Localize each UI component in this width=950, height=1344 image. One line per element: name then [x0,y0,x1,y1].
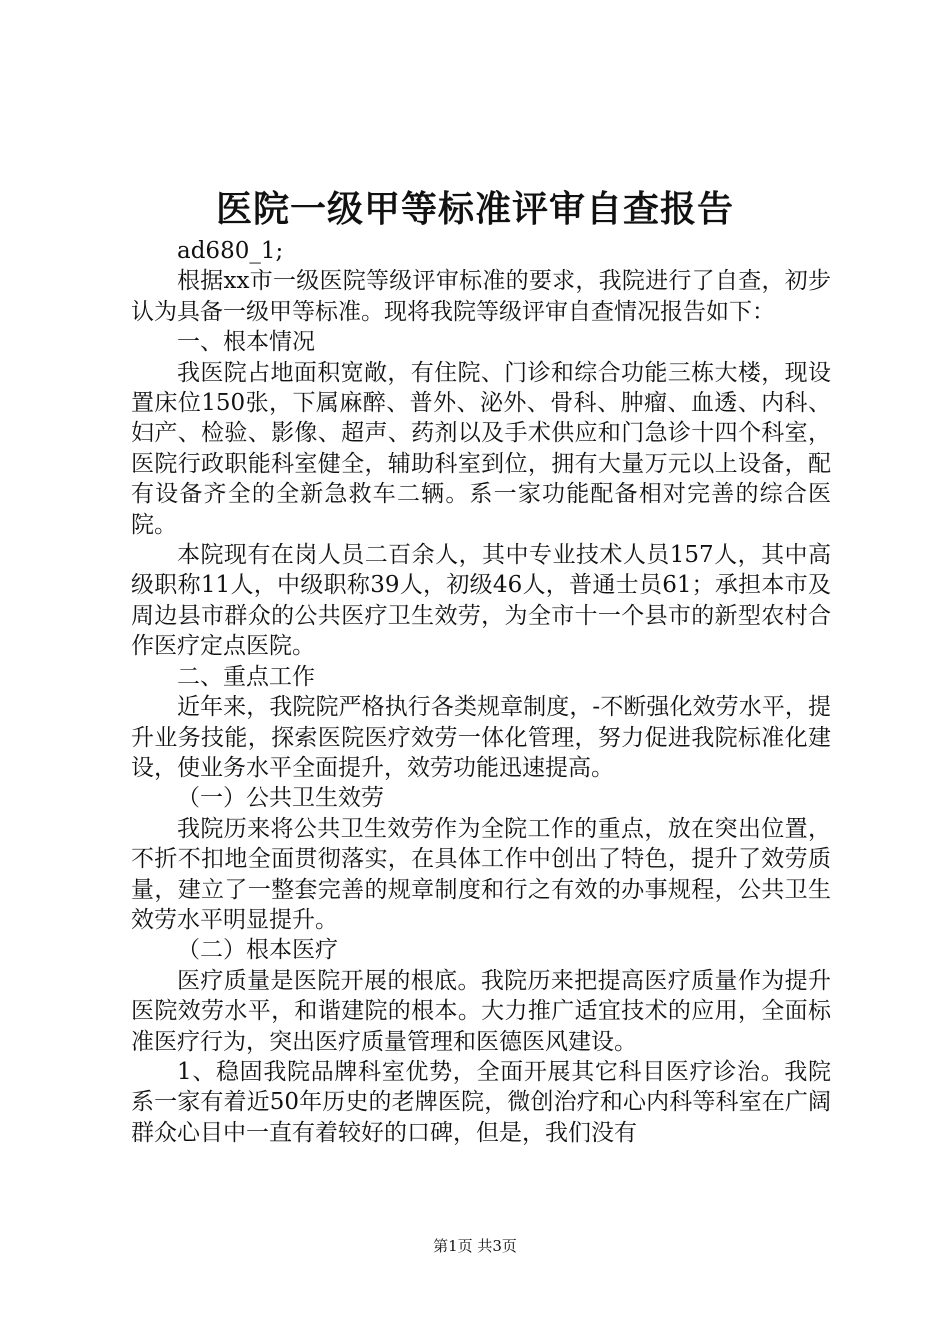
paragraph-brand-departments: 1、稳固我院品牌科室优势，全面开展其它科目医疗诊治。我院系一家有着近50年历史的老牌医院，微创治疗和心内科等科室在广阔群众心目中一直有着较好的口碑，但是，我们没有 [131,1058,831,1146]
subheading-public-health: （一）公共卫生效劳 [177,785,384,812]
paragraph-medical-quality: 医疗质量是医院开展的根底。我院历来把提高医疗质量作为提升医院效劳水平，和谐建院的根本。大力推广适宜技术的应用，全面标准医疗行为，突出医疗质量管理和医德医风建设。 [131,967,831,1055]
document-title: 医院一级甲等标准评审自查报告 [215,189,734,230]
paragraph-intro: 根据xx市一级医院等级评审标准的要求，我院进行了自查，初步认为具备一级甲等标准。现将我院等级评审自查情况报告如下： [131,268,831,325]
document-body [131,236,831,1148]
heading-basic-situation: 一、根本情况 [177,329,315,356]
paragraph-code: ad680_1; [177,238,284,264]
paragraph-public-health: 我院历来将公共卫生效劳作为全院工作的重点，放在突出位置，不折不扣地全面贯彻落实，在具体工作中创出了特色，提升了效劳质量，建立了一整套完善的规章制度和行之有效的办事规程，公共卫生效劳水平明显提升。 [131,815,831,933]
paragraph-staff: 本院现有在岗人员二百余人，其中专业技术人员157人，其中高级职称11人，中级职称39人，初级46人，普通士员61；承担本市及周边县市群众的公共医疗卫生效劳，为全市十一个县市的新型农村合作医疗定点医院。 [131,542,831,660]
subheading-basic-medical: （二）根本医疗 [177,937,338,964]
heading-key-work: 二、重点工作 [177,663,315,690]
page-number-footer: 第1页 共3页 [433,1237,517,1255]
paragraph-recent-years: 近年来，我院院严格执行各类规章制度，-不断强化效劳水平，提升业务技能，探索医院医疗效劳一体化管理，努力促进我院标准化建设，使业务水平全面提升，效劳功能迅速提高。 [131,694,831,781]
paragraph-facilities: 我医院占地面积宽敞，有住院、门诊和综合功能三栋大楼，现设置床位150张，下属麻醉、普外、泌外、骨科、肿瘤、血透、内科、妇产、检验、影像、超声、药剂以及手术供应和门急诊十四个科室，医院行政职能科室健全，辅助科室到位，拥有大量万元以上设备，配有设备齐全的全新急救车二辆。系一家功能配备相对完善的综合医院。 [131,359,831,538]
